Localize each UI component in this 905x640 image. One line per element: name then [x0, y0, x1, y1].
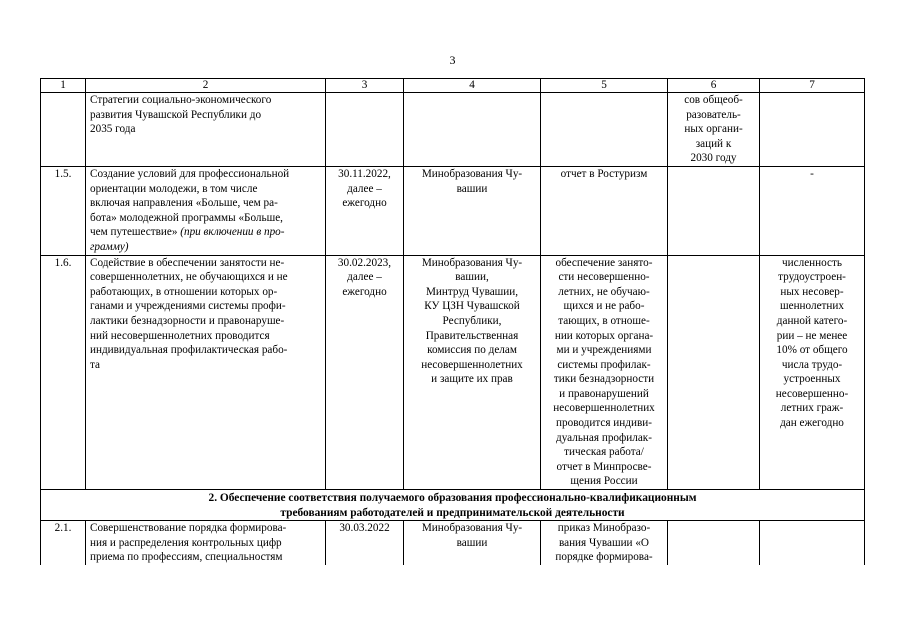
column-number: 2 [86, 79, 326, 93]
deadline: 30.11.2022, далее – ежегодно [326, 166, 404, 255]
plan-table [40, 78, 865, 565]
table-row [41, 93, 865, 167]
result: отчет в Ростуризм [541, 166, 668, 255]
column-number: 3 [326, 79, 404, 93]
action-description: Содействие в обеспечении занятости не- совершеннолетних, не обучающихся и не работающих, в отношении которых ор- ганами и учреждениями системы профи- лактики безнадзорности и правонаруше- ний несовершеннолетних проводится индивидуальная профилактическая рабо- та [86, 255, 326, 490]
result: приказ Минобразо- вания Чувашии «О порядке формирова- [541, 521, 668, 565]
action-description: Создание условий для профессиональной ориентации молодежи, в том числе включая направления «Больше, чем ра- бота» молодежной программы «Больше, чем путешествие» (при включении в про- грамму) [86, 166, 326, 255]
indicator-col6 [668, 166, 760, 255]
column-number: 7 [760, 79, 865, 93]
executor: Минобразования Чу- вашии [404, 521, 541, 565]
table-row [41, 255, 865, 490]
action-description: Стратегии социально-экономического развития Чувашской Республики до 2035 года [86, 93, 326, 167]
executor: Минобразования Чу- вашии [404, 166, 541, 255]
row-number: 1.5. [41, 166, 86, 255]
column-number: 6 [668, 79, 760, 93]
indicator-col6 [668, 255, 760, 490]
column-number: 5 [541, 79, 668, 93]
row-number [41, 93, 86, 167]
indicator-col7: численность трудоустроен- ных несовер- шеннолетних данной катего- рии – не менее 10% от общего числа трудо- устроенных несовершенно- летних граж- дан ежегодно [760, 255, 865, 490]
result: обеспечение занято- сти несовершенно- летних, не обучаю- щихся и не рабо- тающих, в отноше- нии которых органа- ми и учреждениями системы профилак- тики безнадзорности и правонарушений несовершеннолетних проводится индиви- дуальная профилак- тическая работа/ отчет в Минпросве- щения России [541, 255, 668, 490]
indicator-col7: - [760, 166, 865, 255]
result [541, 93, 668, 167]
deadline: 30.02.2023, далее – ежегодно [326, 255, 404, 490]
page-number: 3 [449, 53, 456, 67]
row-number: 1.6. [41, 255, 86, 490]
column-number: 1 [41, 79, 86, 93]
executor [404, 93, 541, 167]
table-row [41, 166, 865, 255]
table-row [41, 521, 865, 565]
deadline [326, 93, 404, 167]
indicator-col7 [760, 93, 865, 167]
column-number: 4 [404, 79, 541, 93]
deadline: 30.03.2022 [326, 521, 404, 565]
action-description: Совершенствование порядка формирова- ния и распределения контрольных цифр приема по профессиям, специальностям [86, 521, 326, 565]
section-heading: 2. Обеспечение соответствия получаемого образования профессионально-квалификационным требованиям работодателей и предпринимательской деятельности [41, 490, 865, 521]
indicator-col7 [760, 521, 865, 565]
indicator-col6 [668, 521, 760, 565]
column-number-row [41, 79, 865, 93]
section-heading-row [41, 490, 865, 521]
row-number: 2.1. [41, 521, 86, 565]
executor: Минобразования Чу- вашии, Минтруд Чувашии, КУ ЦЗН Чувашской Республики, Правительственная комиссия по делам несовершеннолетних и защите их прав [404, 255, 541, 490]
indicator-col6: сов общеоб- разователь- ных органи- заций к 2030 году [668, 93, 760, 167]
